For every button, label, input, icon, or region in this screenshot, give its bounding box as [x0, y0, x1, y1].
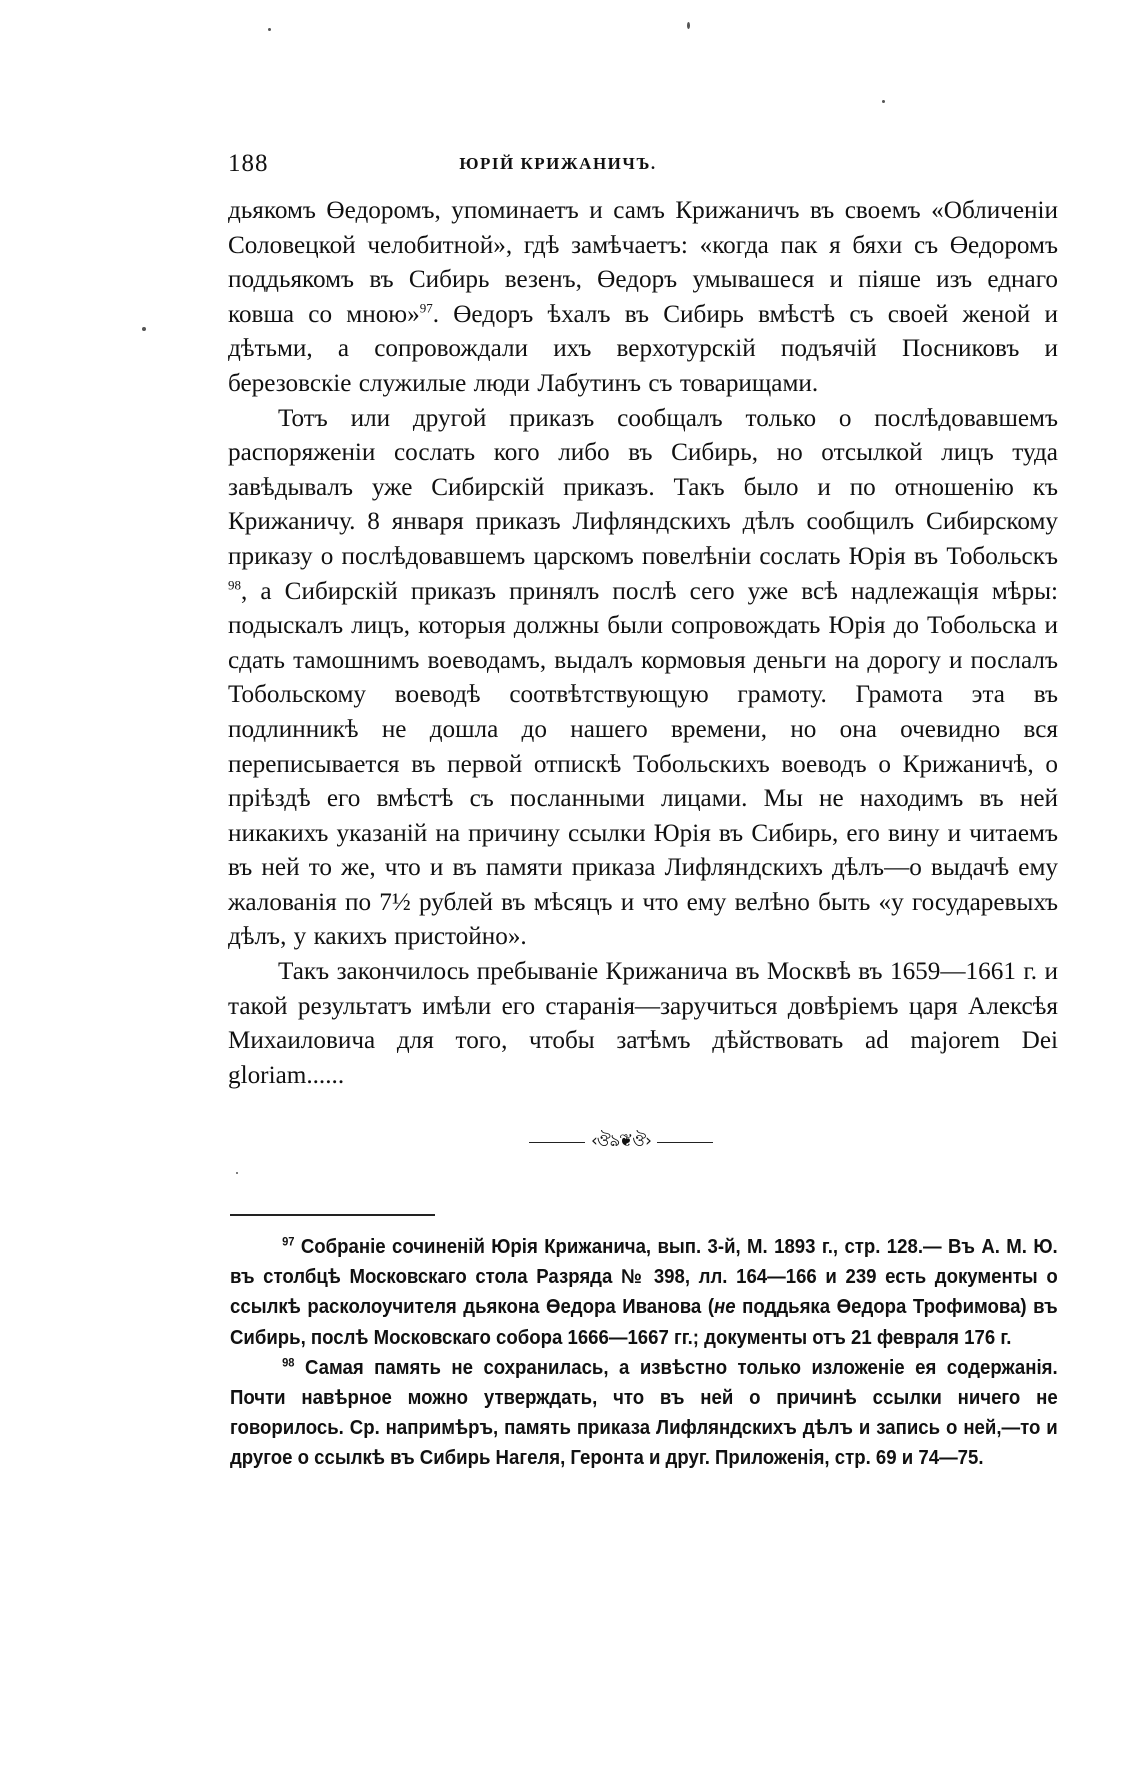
footnote-ref: 98: [228, 577, 241, 593]
print-speck: [236, 1172, 238, 1174]
paragraph: Такъ закончилось пребываніе Крижанича въ Москвѣ въ 1659—1661 г. и такой результатъ имѣли его старанія—заручиться довѣріемъ царя Алексѣя Михаиловича для того, чтобы затѣмъ дѣйствовать ad majorem Dei gloriam......: [228, 958, 1058, 1089]
ornament-rule-right: [657, 1142, 713, 1143]
footnote-ref: 97: [419, 300, 433, 316]
footnotes: [230, 1232, 1058, 1474]
ornament-rule-left: [529, 1142, 585, 1143]
running-title: ЮРІЙ КРИЖАНИЧЪ.: [459, 154, 657, 173]
footnote-number: 97: [282, 1234, 295, 1249]
paragraph: дьякомъ Өедоромъ, упоминаетъ и самъ Крижаничъ въ своемъ «Обличеніи Соловецкой челобитной», гдѣ замѣчаетъ: «когда пак я бяхи съ Өедоромъ поддьякомъ въ Сибирь везенъ, Өедоръ умывашеся и піяше изъ еднаго ковша со мною»$^{97}$. Өедоръ ѣхалъ въ Сибирь вмѣстѣ съ своей женой и дѣтьми, а сопровождали ихъ верхотурскій подъячій Посниковъ и березовскіе служилые люди Лабутинъ съ товарищами.: [228, 197, 1058, 397]
print-speck: [142, 327, 146, 331]
section-ornament: [526, 1130, 716, 1154]
page-number: 188: [228, 150, 269, 177]
footnote-separator: [230, 1214, 435, 1216]
footnote-98: $^{98}$ Самая память не сохранилась, а извѣстно только изложеніе ея содержанія. Почти навѣрное можно утверждать, что въ ней о причинѣ ссылки ничего не говорилось. Ср. напримѣръ, память приказа Лифляндскихъ дѣлъ и запись о ней,—то и другое о ссылкѣ въ Сибирь Нагеля, Геронта и друг. Приложенія, стр. 69 и 74—75.: [230, 1355, 1058, 1470]
footnote-number: 98: [282, 1355, 295, 1370]
footnote-97: $^{97}$ Собраніе сочиненій Юрія Крижанича, вып. 3-й, М. 1893 г., стр. 128.— Въ А. М. Ю. въ столбцѣ Московскаго стола Разряда № 398, лл. 164—166 и 239 есть документы о ссылкѣ расколоучителя дьякона Өедора Иванова (не поддьяка Өедора Трофимова) въ Сибирь, послѣ Московскаго собора 1666—1667 гг.; документы отъ 21 февраля 176 г.: [230, 1234, 1058, 1349]
print-speck: [268, 28, 271, 31]
paragraph: Тотъ или другой приказъ сообщалъ только о послѣдовавшемъ распоряженіи сослать кого либо въ Сибирь, но отсылкой лицъ туда завѣдывалъ уже Сибирскій приказъ. Такъ было и по отношенію къ Крижаничу. 8 января приказъ Лифляндскихъ дѣлъ сообщилъ Сибирскому приказу о послѣдовавшемъ царскомъ повелѣніи сослать Юрія въ Тобольскъ $^{98}$, а Сибирскій приказъ принялъ послѣ сего уже всѣ надлежащія мѣры: подыскалъ лицъ, которыя должны были сопровождать Юрія до Тобольска и сдать тамошнимъ воеводамъ, выдалъ кормовыя деньги на дорогу и послалъ Тобольскому воеводѣ соотвѣтствующую грамоту. Грамота эта въ подлинникѣ не дошла до нашего времени, но она очевидно вся переписывается въ первой отпискѣ Тобольскихъ воеводъ о Крижаничѣ, о пріѣздѣ его вмѣстѣ съ посланными лицами. Мы не находимъ въ ней никакихъ указаній на причину ссылки Юрія въ Сибирь, его вину и читаемъ въ ней то же, что и въ памяти приказа Лифляндскихъ дѣлъ—о выдачѣ ему жалованія по 7½ рублей въ мѣсяцъ и что ему велѣно быть «у государевыхъ дѣлъ, у какихъ пристойно».: [228, 404, 1058, 951]
page-header: [228, 150, 888, 182]
print-speck: [687, 22, 690, 29]
ornament-flourish-icon: ‹ঔঌ❦ঔ›: [591, 1131, 651, 1151]
print-speck: [882, 100, 885, 103]
body-text: [228, 194, 1058, 1093]
